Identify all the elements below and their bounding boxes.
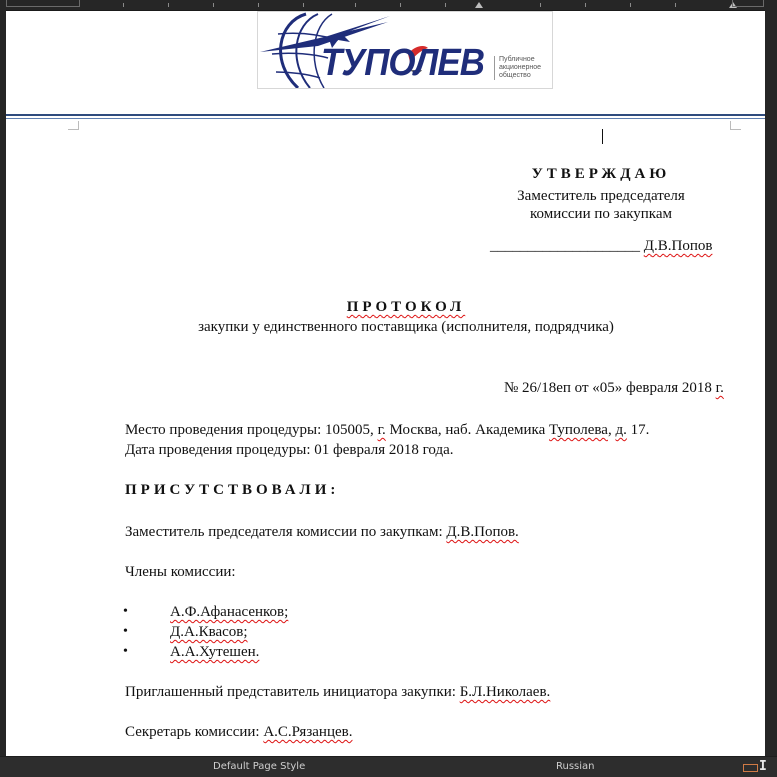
ruler-tick: [355, 3, 356, 7]
procedure-date: Дата проведения процедуры: 01 февраля 2018 года.: [125, 442, 454, 458]
ruler-left-margin[interactable]: [6, 0, 80, 7]
logo-subtitle-line: общество: [499, 72, 531, 79]
deputy-label: Заместитель председателя комиссии по закупкам:: [125, 524, 447, 540]
document-page[interactable]: [6, 11, 765, 756]
ruler-tick: [123, 3, 124, 7]
ruler-tick: [675, 3, 676, 7]
invited-representative-line: [125, 683, 550, 701]
place-end: 17.: [626, 422, 650, 438]
list-bullet: •: [123, 604, 128, 619]
approval-heading: УТВЕРЖДАЮ: [531, 166, 671, 182]
procedure-place: [125, 421, 649, 439]
page-style-status[interactable]: Default Page Style: [213, 761, 306, 772]
ruler-tick: [168, 3, 169, 7]
deputy-name: Д.В.Попов.: [446, 524, 519, 540]
ruler-indent-marker[interactable]: [475, 2, 483, 8]
place-city-abbr: г.: [377, 422, 386, 438]
header-divider-thick: [6, 114, 765, 116]
member-name: Д.А.Квасов;: [170, 624, 248, 640]
ruler-right-margin[interactable]: [732, 0, 764, 7]
member-item: [170, 623, 248, 641]
approval-signature: [490, 237, 712, 255]
protocol-heading: [6, 298, 765, 316]
ruler-tick: [400, 3, 401, 7]
status-bar: [0, 756, 777, 777]
text-boundary-corner: [68, 121, 79, 130]
signature-line: ____________________: [490, 238, 640, 254]
logo-brand-text: ТУПОЛЕВ: [321, 42, 485, 84]
member-name: А.А.Хутешен.: [170, 644, 260, 660]
member-item: [170, 643, 259, 661]
protocol-number-date: [504, 379, 724, 397]
secretary-name: А.С.Рязанцев.: [263, 724, 353, 740]
place-street: Туполева: [549, 422, 608, 438]
protocol-number-suffix: г.: [715, 380, 724, 396]
ruler-tick: [630, 3, 631, 7]
members-label: Члены комиссии:: [125, 564, 236, 580]
list-bullet: •: [123, 644, 128, 659]
ruler-tick: [540, 3, 541, 7]
logo-subtitle-line: Публичное: [499, 56, 535, 63]
logo-subtitle: [494, 56, 541, 80]
single-page-view-icon[interactable]: [743, 764, 758, 772]
logo-subtitle-line: акционерное: [499, 64, 542, 71]
list-bullet: •: [123, 624, 128, 639]
header-divider-thin: [6, 118, 765, 119]
place-label: Место проведения процедуры: 105005,: [125, 422, 378, 438]
signatory-name: Д.В.Попов: [643, 238, 713, 254]
protocol-heading-text: ПРОТОКОЛ: [346, 299, 466, 315]
ruler-tick: [585, 3, 586, 7]
approval-title-line2: комиссии по закупкам: [529, 206, 673, 222]
place-comma: ,: [607, 422, 616, 438]
protocol-subtitle: закупки у единственного поставщика (исполнителя, подрядчика): [198, 319, 614, 335]
ruler-tick: [303, 3, 304, 7]
place-mid: Москва, наб. Академика: [385, 422, 550, 438]
company-logo[interactable]: [257, 11, 553, 89]
member-item: [170, 603, 288, 621]
text-boundary-corner: [730, 121, 741, 130]
horizontal-ruler[interactable]: [0, 0, 777, 11]
protocol-number-text: № 26/18еп от «05» февраля 2018: [504, 380, 716, 396]
ruler-tick: [445, 3, 446, 7]
invited-label: Приглашенный представитель инициатора закупки:: [125, 684, 460, 700]
ruler-tick: [258, 3, 259, 7]
language-status[interactable]: Russian: [556, 761, 595, 772]
invited-name: Б.Л.Николаев.: [459, 684, 551, 700]
text-cursor-icon: I: [759, 759, 767, 774]
text-cursor: [602, 129, 603, 144]
secretary-line: [125, 723, 352, 741]
ruler-tick: [213, 3, 214, 7]
place-house-abbr: д.: [615, 422, 627, 438]
deputy-chair-line: [125, 523, 519, 541]
approval-title-line1: Заместитель председателя: [517, 188, 685, 204]
workspace-right-frame: [765, 10, 777, 756]
member-name: А.Ф.Афанасенков;: [170, 604, 289, 620]
secretary-label: Секретарь комиссии:: [125, 724, 264, 740]
attended-heading: ПРИСУТСТВОВАЛИ:: [125, 482, 340, 498]
